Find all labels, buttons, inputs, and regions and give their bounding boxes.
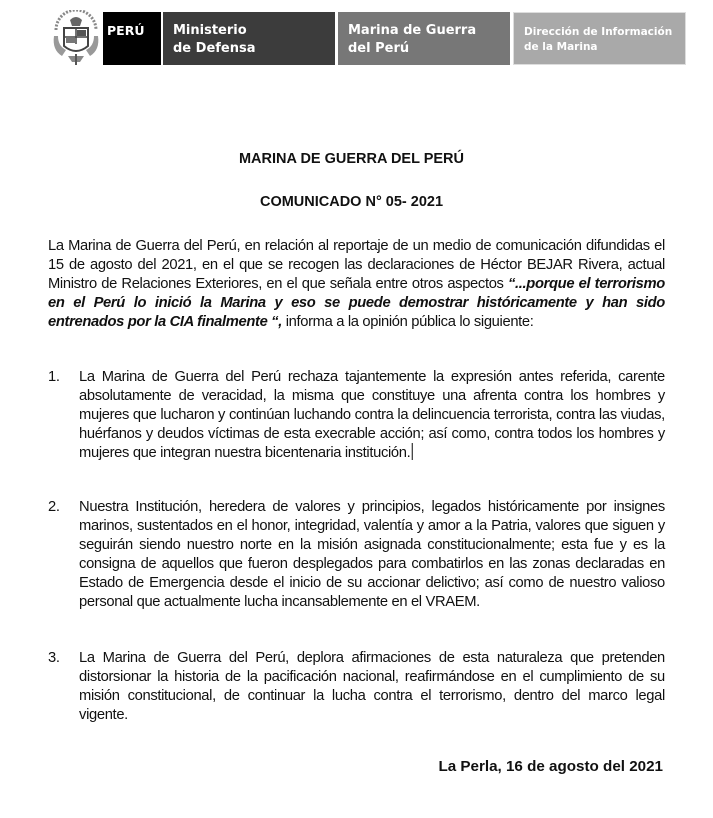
list-item-text: La Marina de Guerra del Perú rechaza tajantemente la expresión antes referida, carente absolutamente de veracidad, la misma que constituye una afrenta contra los hombres y mujeres que lucharon y continúan luchando contra la delincuencia terrorista, contra las viudas, huérfanos y deudos víctimas de esta execrable acción; así como, contra todos los hombres y mujeres que integran nuestra bicentenaria institución.: [79, 368, 665, 461]
header-ministerio-line2: de Defensa: [173, 41, 256, 56]
place-date-signature: La Perla, 16 de agosto del 2021: [438, 758, 663, 775]
list-item: [48, 648, 665, 724]
document-title: MARINA DE GUERRA DEL PERÚ: [238, 151, 465, 167]
header-block-direccion: [513, 12, 686, 65]
header-block-peru: [103, 12, 161, 65]
list-item-number: 2.: [48, 498, 60, 515]
header-direccion-line1: Dirección de Información: [524, 26, 673, 38]
list-item: [48, 497, 665, 611]
intro-text-end: informa a la opinión pública lo siguiente:: [281, 313, 534, 330]
list-item: [48, 367, 665, 462]
header-block-ministerio: [163, 12, 335, 65]
document-subtitle: COMUNICADO N° 05- 2021: [259, 194, 444, 210]
list-item-text: Nuestra Institución, heredera de valores y principios, legados históricamente por insignes marinos, sustentados en el honor, integridad, valentía y amor a la Patria, valores que siguen y seguirán siendo nuestro norte en la misión asignada constitucionalmente; esta fue y es la consigna de aquellos que fueron desplegados para combatirlos en las zonas declaradas en Estado de Emergencia desde el inicio de su accionar delictivo; así como de nuestro valioso personal que actualmente lucha incansablemente en el VRAEM.: [79, 498, 665, 610]
list-item-number: 3.: [48, 649, 60, 666]
letterhead: [0, 0, 713, 75]
peru-coat-of-arms-icon: [50, 10, 102, 66]
header-block-marina: [338, 12, 510, 65]
text-cursor: [411, 443, 412, 460]
list-item-text: La Marina de Guerra del Perú, deplora afirmaciones de esta naturaleza que pretenden distorsionar la historia de la pacificación nacional, reafirmándose en el cumplimiento de su misión constitucional, de continuar la lucha contra el terrorismo, dentro del marco legal vigente.: [79, 649, 665, 723]
header-ministerio-line1: Ministerio: [173, 23, 247, 38]
header-peru-label: PERÚ: [107, 23, 145, 38]
intro-quote: “...porque el terrorismo en el Perú lo inició la Marina y eso se puede demostrar históricamente y han sido entrenados por la CIA finalmente “,: [48, 275, 665, 330]
list-item-number: 1.: [48, 368, 60, 385]
header-marina-line1: Marina de Guerra: [348, 23, 477, 38]
header-marina-line2: del Perú: [348, 41, 410, 56]
intro-paragraph: [48, 236, 665, 331]
header-direccion-line2: de la Marina: [524, 41, 598, 53]
intro-text: La Marina de Guerra del Perú, en relación al reportaje de un medio de comunicación difundidas el 15 de agosto del 2021, en el que se recogen las declaraciones de Héctor BEJAR Rivera, actual Ministro de Relaciones Exteriores, en el que señala entre otros aspectos: [48, 237, 665, 292]
